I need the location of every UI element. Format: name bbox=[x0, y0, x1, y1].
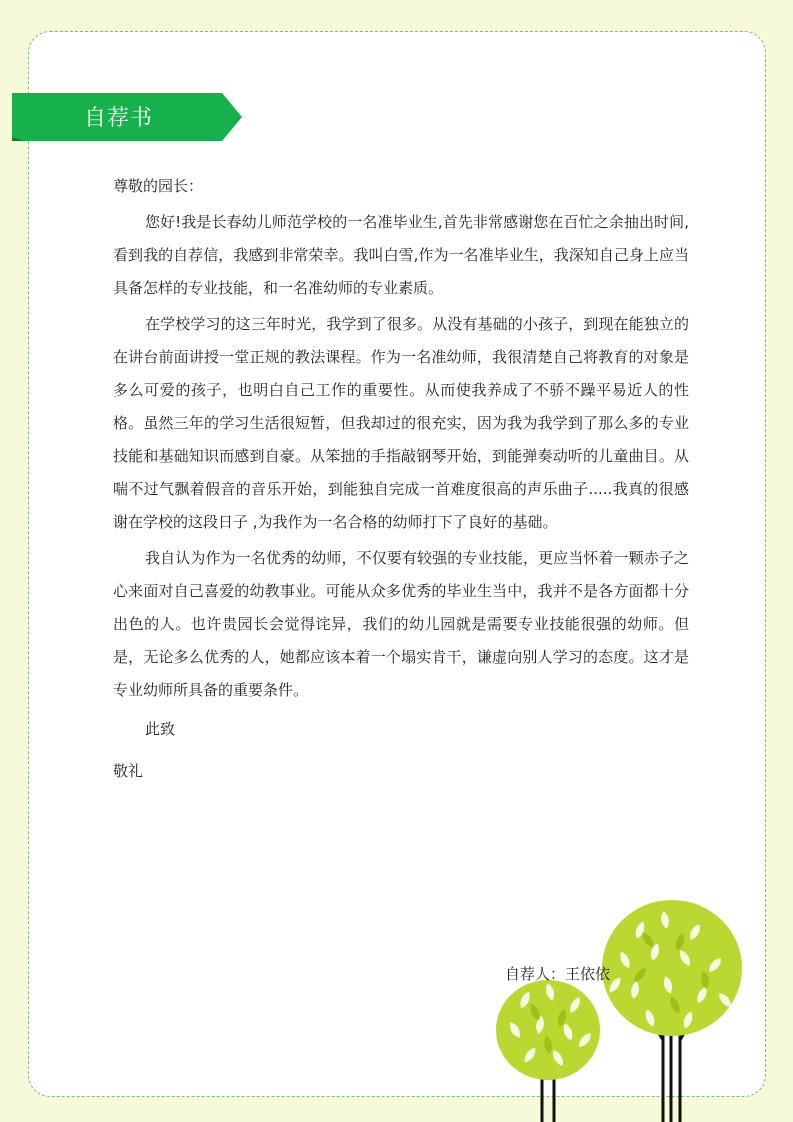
paragraph-1: 您好!我是长春幼儿师范学校的一名准毕业生,首先非常感谢您在百忙之余抽出时间,看到我的自荐信，我感到非常荣幸。我叫白雪,作为一名准毕业生，我深知自己身上应当具备怎样的专业技能，和一名准幼师的专业素质。 bbox=[113, 213, 689, 297]
letter-body bbox=[113, 170, 689, 788]
closing: 此致 bbox=[145, 720, 176, 738]
paragraph-2: 在学校学习的这三年时光，我学到了很多。从没有基础的小孩子，到现在能独立的在讲台前面讲授一堂正规的教法课程。作为一名准幼师，我很清楚自己将教育的对象是多么可爱的孩子，也明白自己工作的重要性。从而使我养成了不骄不躁平易近人的性格。虽然三年的学习生活很短暂，但我却过的很充实，因为我为我学到了那么多的专业技能和基础知识而感到自豪。从笨拙的手指敲钢琴开始，到能弹奏动听的儿童曲目。从喘不过气飘着假音的音乐开始，到能独自完成一首难度很高的声乐曲子.....我真的很感谢在学校的这段日子 ,为我作为一名合格的幼师打下了良好的基础。 bbox=[113, 315, 689, 531]
tree-illustration-icon bbox=[490, 890, 790, 1122]
paragraph-3: 我自认为作为一名优秀的幼师，不仅要有较强的专业技能，更应当怀着一颗赤子之心来面对自己喜爱的幼教事业。可能从众多优秀的毕业生当中，我并不是各方面都十分出色的人。也许贵园长会觉得诧异，我们的幼儿园就是需要专业技能很强的幼师。但是，无论多么优秀的人，她都应该本着一个塌实肯干，谦虚向别人学习的态度。这才是专业幼师所具备的重要条件。 bbox=[113, 549, 689, 699]
greeting: 尊敬的园长： bbox=[113, 177, 204, 195]
regards: 敬礼 bbox=[113, 762, 144, 780]
page-title: 自荐书 bbox=[84, 106, 154, 131]
title-banner bbox=[12, 93, 242, 141]
signature: 自荐人：王依依 bbox=[505, 965, 611, 983]
